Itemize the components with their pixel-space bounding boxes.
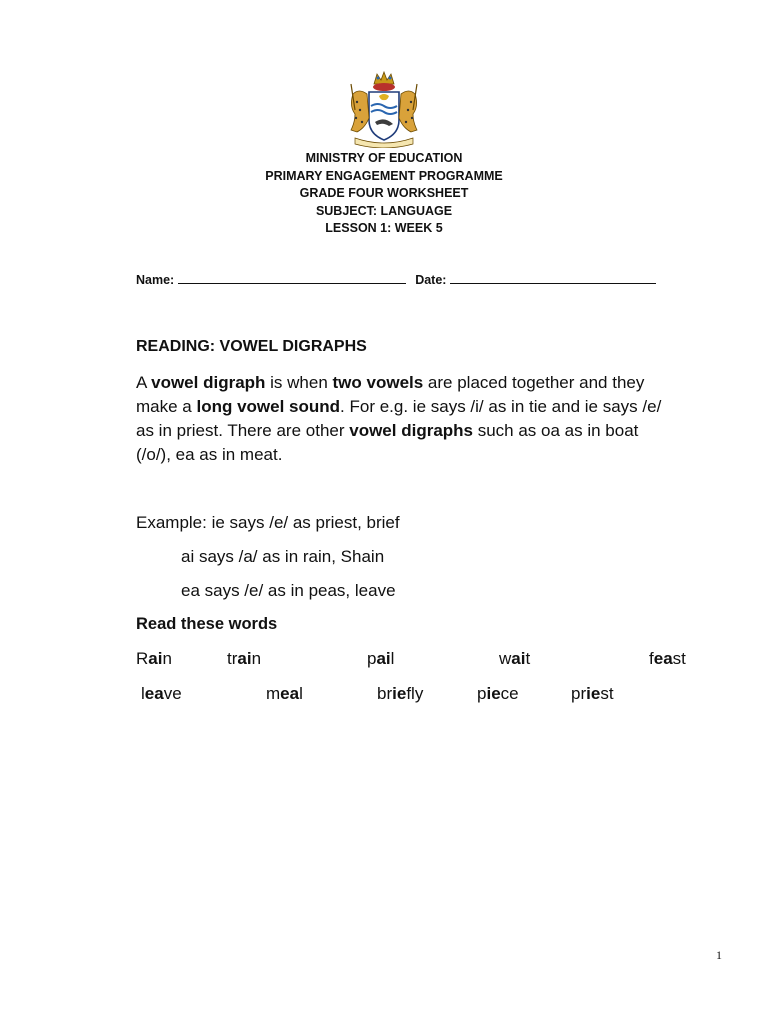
intro-line-2: make a long vowel sound. For e.g. ie says /i/ as in tie and ie says /e/ bbox=[136, 397, 662, 416]
date-field-line[interactable] bbox=[450, 272, 656, 284]
word-pail: pail bbox=[367, 649, 395, 668]
page-number: 1 bbox=[716, 948, 722, 962]
section-title: READING: VOWEL DIGRAPHS bbox=[136, 338, 367, 355]
coat-of-arms-icon bbox=[341, 70, 427, 148]
subject-line: SUBJECT: LANGUAGE bbox=[315, 203, 453, 218]
word-briefly: briefly bbox=[377, 684, 424, 703]
word-priest: priest bbox=[571, 684, 614, 703]
intro-line-1: A vowel digraph is when two vowels are placed together and they bbox=[136, 373, 645, 392]
intro-line-4: (/o/), ea as in meat. bbox=[136, 445, 283, 464]
read-words-title: Read these words bbox=[136, 615, 278, 633]
ministry-title: MINISTRY OF EDUCATION bbox=[305, 151, 463, 165]
date-label: Date: bbox=[415, 273, 447, 287]
name-label: Name: bbox=[136, 273, 175, 287]
document-header bbox=[0, 150, 768, 238]
name-field-line[interactable] bbox=[178, 272, 406, 284]
example-line-1: Example: ie says /e/ as priest, brief bbox=[136, 513, 400, 532]
word-train: train bbox=[227, 649, 262, 668]
programme-title: PRIMARY ENGAGEMENT PROGRAMME bbox=[265, 168, 503, 183]
intro-line-3: as in priest. There are other vowel digraphs such as oa as in boat bbox=[136, 421, 639, 440]
example-line-3: ea says /e/ as in peas, leave bbox=[181, 581, 396, 600]
word-meal: meal bbox=[266, 684, 303, 703]
word-piece: piece bbox=[477, 684, 519, 703]
name-date-row bbox=[136, 272, 656, 287]
word-feast: feast bbox=[649, 649, 686, 668]
word-rain: Rain bbox=[136, 649, 172, 668]
lesson-line: LESSON 1: WEEK 5 bbox=[325, 221, 443, 235]
word-wait: wait bbox=[499, 649, 531, 668]
intro-paragraph bbox=[136, 371, 736, 467]
worksheet-title: GRADE FOUR WORKSHEET bbox=[299, 186, 469, 200]
example-line-2: ai says /a/ as in rain, Shain bbox=[181, 547, 385, 566]
word-leave: leave bbox=[141, 684, 182, 703]
